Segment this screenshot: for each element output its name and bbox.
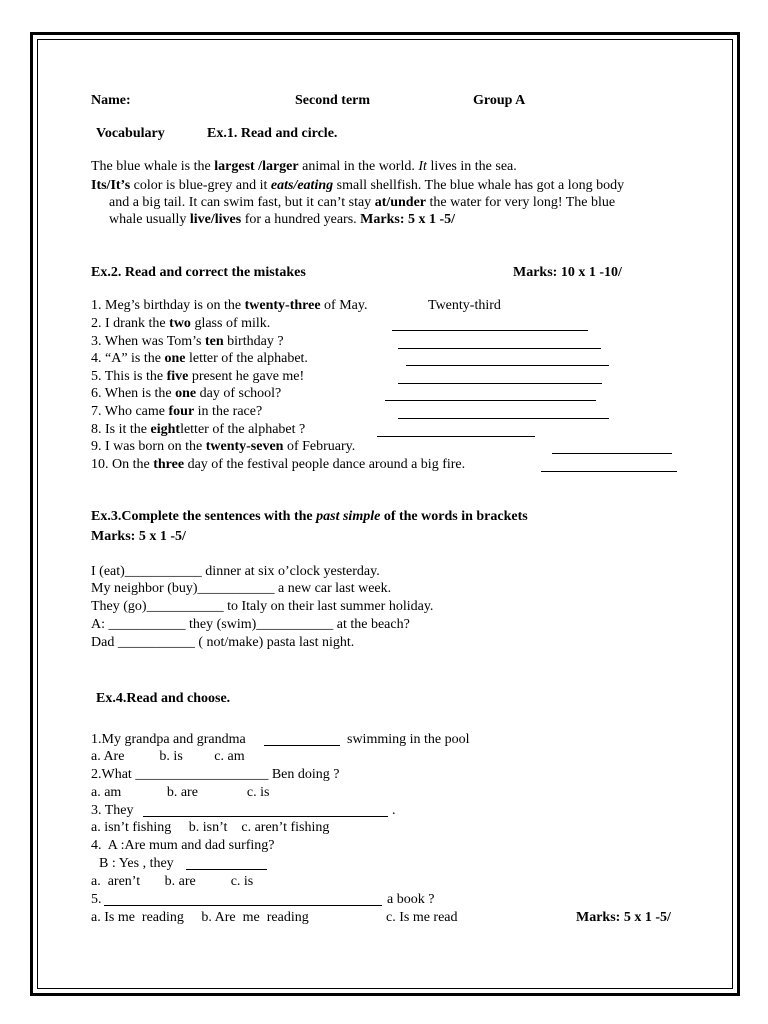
ex2-item-5: 5. This is the five present he gave me! [91,369,305,384]
ex4-q1-options: a. Are b. is c. am [91,749,245,764]
ex1-line-4: whale usually live/lives for a hundred years. Marks: 5 x 1 -5/ [109,212,456,227]
group-label: Group A [473,93,526,108]
ex4-marks: Marks: 5 x 1 -5/ [576,910,671,925]
ex2-item-7: 7. Who came four in the race? [91,404,263,419]
ex4-q3-blank[interactable] [143,816,388,817]
name-label: Name: [91,93,131,108]
ex2-blank-7[interactable] [398,418,609,419]
ex4-q5-options-a: a. Is me reading b. Are me reading [91,910,309,925]
ex4-q2-options: a. am b. are c. is [91,785,270,800]
ex3-sentence-2: My neighbor (buy)___________ a new car last week. [91,581,392,596]
ex3-title: Ex.3.Complete the sentences with the past simple of the words in brackets [91,509,528,524]
ex4-q2: 2.What ___________________ Ben doing ? [91,767,340,782]
ex2-item-6: 6. When is the one day of school? [91,386,282,401]
ex2-item-4: 4. “A” is the one letter of the alphabet. [91,351,308,366]
ex2-blank-8[interactable] [377,436,535,437]
ex2-blank-9[interactable] [552,453,672,454]
ex3-marks: Marks: 5 x 1 -5/ [91,529,186,544]
term-label: Second term [295,93,371,108]
ex4-q5-options-b: c. Is me read [386,910,458,925]
ex4-q5-blank[interactable] [104,905,382,906]
ex1-title: Ex.1. Read and circle. [207,126,338,141]
ex2-marks: Marks: 10 x 1 -10/ [513,265,622,280]
ex4-title: Ex.4.Read and choose. [96,691,231,706]
ex4-q4: 4. A :Are mum and dad surfing? [91,838,275,853]
ex3-sentence-5: Dad ___________ ( not/make) pasta last night. [91,635,355,650]
ex2-blank-3[interactable] [398,348,601,349]
ex2-blank-4[interactable] [406,365,609,366]
ex2-item-1: 1. Meg’s birthday is on the twenty-three of May. [91,298,368,313]
ex2-item-8: 8. Is it the eightletter of the alphabet ? [91,422,306,437]
ex4-q1-end: swimming in the pool [347,732,470,747]
ex4-q5-end: a book ? [387,892,435,907]
ex2-blank-2[interactable] [392,330,588,331]
ex1-line-2: Its/It’s color is blue-grey and it eats/eating small shellfish. The blue whale has got a long body [91,178,625,193]
ex3-sentence-3: They (go)___________ to Italy on their last summer holiday. [91,599,434,614]
ex4-q4-blank[interactable] [186,869,267,870]
ex2-answer-1: Twenty-third [428,298,501,313]
ex2-item-10: 10. On the three day of the festival people dance around a big fire. [91,457,466,472]
ex4-q3-end: . [392,803,396,818]
ex2-title: Ex.2. Read and correct the mistakes [91,265,306,280]
ex3-sentence-1: I (eat)___________ dinner at six o’clock yesterday. [91,564,380,579]
ex2-blank-5[interactable] [398,383,602,384]
ex2-blank-6[interactable] [385,400,596,401]
ex2-item-3: 3. When was Tom’s ten birthday ? [91,334,284,349]
ex2-blank-10[interactable] [541,471,677,472]
vocabulary-heading: Vocabulary [96,126,165,141]
ex4-q1-blank[interactable] [264,745,340,746]
ex2-item-9: 9. I was born on the twenty-seven of February. [91,439,356,454]
ex1-line-1: The blue whale is the largest /larger animal in the world. It lives in the sea. [91,159,517,174]
ex4-q3: 3. They [91,803,134,818]
ex1-line-3: and a big tail. It can swim fast, but it can’t stay at/under the water for very long! The blue [109,195,616,210]
ex2-item-2: 2. I drank the two glass of milk. [91,316,271,331]
ex4-q1: 1.My grandpa and grandma [91,732,246,747]
ex4-q4-options: a. aren’t b. are c. is [91,874,254,889]
ex4-q5: 5. [91,892,102,907]
ex4-q4-b: B : Yes , they [99,856,174,871]
ex4-q3-options: a. isn’t fishing b. isn’t c. aren’t fishing [91,820,330,835]
ex3-sentence-4: A: ___________ they (swim)___________ at the beach? [91,617,410,632]
